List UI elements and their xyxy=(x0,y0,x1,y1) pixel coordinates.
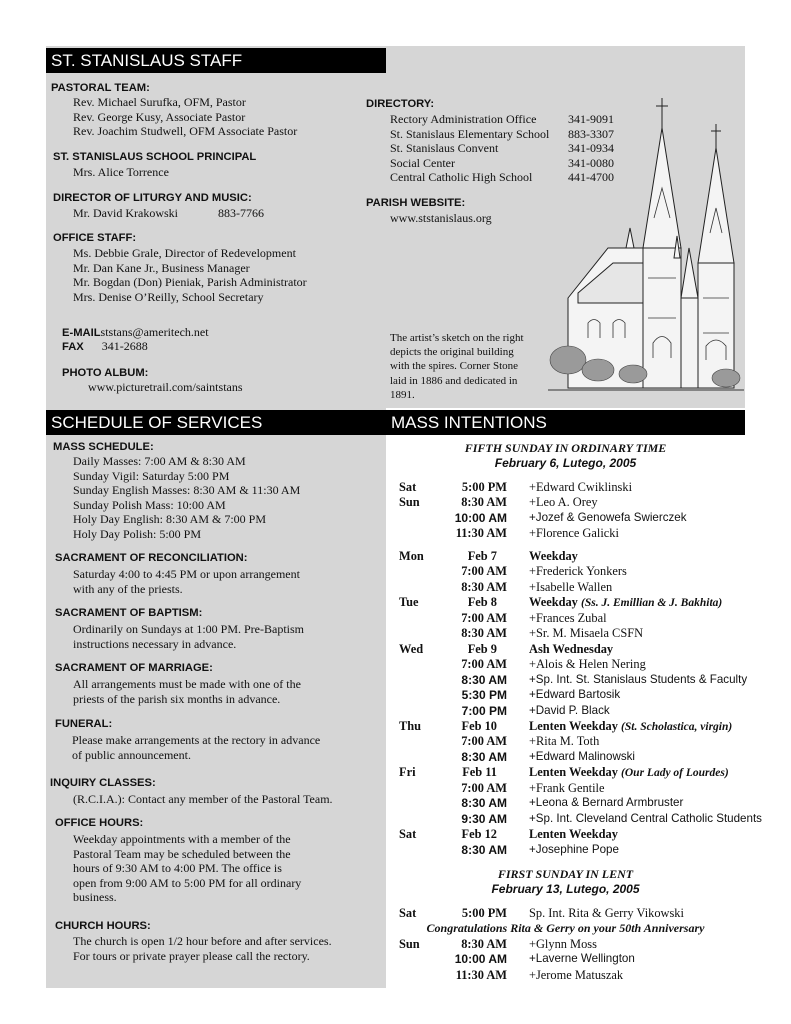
intention-text: Sp. Int. Rita & Gerry Vikowski xyxy=(529,906,684,920)
directory-entry: Social Center 341-0080 xyxy=(390,155,614,170)
intention-time: 8:30 AM xyxy=(461,842,507,857)
liturgy-phone: 883-7766 xyxy=(218,206,264,220)
week1-date: February 6, Lutego, 2005 xyxy=(494,456,637,470)
intention-time: 8:30 AM xyxy=(461,495,507,510)
intention-time: Feb 11 xyxy=(462,765,497,780)
reconciliation-text: Saturday 4:00 to 4:45 PM or upon arrangement with any of the priests. xyxy=(73,567,300,596)
intention-heading xyxy=(529,595,722,610)
website-title: PARISH WEBSITE: xyxy=(366,197,466,209)
intention-time: 10:00 AM xyxy=(454,952,507,967)
intention-heading xyxy=(529,765,729,780)
intention-day: Wed xyxy=(399,641,424,656)
intention-time: Feb 12 xyxy=(461,827,497,842)
intention-day: Tue xyxy=(399,595,419,610)
intention-time: Feb 9 xyxy=(467,641,497,656)
liturgy-title: DIRECTOR OF LITURGY AND MUSIC: xyxy=(53,192,252,204)
feast-note: (St. Scholastica, virgin) xyxy=(621,720,733,733)
directory-entry: Rectory Administration Office 341-9091 xyxy=(390,112,614,126)
intention-text: +Leona & Bernard Armbruster xyxy=(529,796,684,810)
intention-text: +Jerome Matuszak xyxy=(529,967,624,982)
intention-time: 8:30 AM xyxy=(461,672,507,687)
intention-text: Weekday xyxy=(529,549,578,563)
intention-text: Lenten Weekday xyxy=(529,718,618,733)
staff-header: ST. STANISLAUS STAFF xyxy=(46,48,386,73)
intention-text: +Edward Cwiklinski xyxy=(529,480,633,494)
email-address[interactable]: ststans@ameritech.net xyxy=(100,325,209,339)
intention-time: 9:30 AM xyxy=(461,811,507,826)
intention-time: Feb 7 xyxy=(467,549,497,563)
intention-text: +Frederick Yonkers xyxy=(529,564,627,579)
intention-time: 7:00 AM xyxy=(461,564,507,579)
mass-schedule-list: Daily Masses: 7:00 AM & 8:30 AM Sunday Vigil: Saturday 5:00 PM Sunday English Masses: 8:30 AM & 11:30 AM Sunday Polish Mass: 10:00 AM Holy Day English: 8:30 AM & 7:00 PM Holy Day Polish: 5:00 PM xyxy=(73,454,301,541)
intention-time: 11:30 AM xyxy=(455,967,507,982)
office-hours-title: OFFICE HOURS: xyxy=(55,817,144,829)
intention-day: Sat xyxy=(399,480,417,494)
marriage-title: SACRAMENT OF MARRIAGE: xyxy=(55,662,213,674)
intention-time: 5:00 PM xyxy=(461,906,507,920)
funeral-title: FUNERAL: xyxy=(55,718,113,730)
schedule-header: SCHEDULE OF SERVICES xyxy=(46,410,386,435)
intention-time: 10:00 AM xyxy=(454,510,507,525)
intention-day: Sat xyxy=(399,906,417,920)
intention-time: 8:30 AM xyxy=(461,626,507,641)
funeral-text: Please make arrangements at the rectory in advance of public announcement. xyxy=(72,733,321,762)
intention-text: Weekday xyxy=(529,595,578,610)
feast-note: (Our Lady of Lourdes) xyxy=(621,767,729,780)
intention-time: 5:00 PM xyxy=(461,480,507,494)
intention-text: +Sp. Int. St. Stanislaus Students & Faculty xyxy=(529,672,748,686)
intention-text: Ash Wednesday xyxy=(529,641,614,656)
pastoral-team-title: PASTORAL TEAM: xyxy=(51,82,150,94)
intention-text: +Sr. M. Misaela CSFN xyxy=(529,626,644,641)
baptism-title: SACRAMENT OF BAPTISM: xyxy=(55,607,203,619)
intention-day: Sun xyxy=(399,937,420,951)
directory-entry: St. Stanislaus Convent 341-0934 xyxy=(390,141,614,155)
intention-day: Sat xyxy=(399,827,417,842)
website-url[interactable]: www.ststanislaus.org xyxy=(390,211,492,225)
reconciliation-title: SACRAMENT OF RECONCILIATION: xyxy=(55,552,248,564)
intention-text: +Alois & Helen Nering xyxy=(529,657,646,672)
intention-day: Sun xyxy=(399,495,420,510)
intention-text: +Josephine Pope xyxy=(529,842,619,856)
church-hours-title: CHURCH HOURS: xyxy=(55,920,151,932)
mass-intentions-header: MASS INTENTIONS xyxy=(386,410,745,435)
principal-title: ST. STANISLAUS SCHOOL PRINCIPAL xyxy=(53,151,257,163)
intention-time: 7:00 AM xyxy=(461,610,507,625)
directory-entry: Central Catholic High School 441-4700 xyxy=(390,170,614,184)
sketch-caption: The artist’s sketch on the right depicts the original building with the spires. Corner Stone laid in 1886 and dedicated in 1891. xyxy=(390,332,524,401)
intention-text: +Florence Galicki xyxy=(529,526,619,541)
photo-album-url[interactable]: www.picturetrail.com/saintstans xyxy=(88,380,243,394)
intention-time: 7:00 AM xyxy=(461,734,507,749)
feast-note: (Ss. J. Emillian & J. Bakhita) xyxy=(581,597,723,610)
intention-text: +Rita M. Toth xyxy=(529,734,600,749)
fax-label: FAX xyxy=(62,341,84,353)
photo-album-title: PHOTO ALBUM: xyxy=(62,367,149,379)
marriage-text: All arrangements must be made with one of the priests of the parish six months in advance. xyxy=(73,677,301,706)
intention-time: 8:30 AM xyxy=(461,796,507,811)
intention-text: +Laverne Wellington xyxy=(529,952,635,966)
intention-text: +Sp. Int. Cleveland Central Catholic Students xyxy=(529,811,762,825)
pastoral-team-list: Rev. Michael Surufka, OFM, Pastor Rev. George Kusy, Associate Pastor Rev. Joachim Studwell, OFM Associate Pastor xyxy=(73,95,298,138)
anniversary-note: Congratulations Rita & Gerry on your 50th Anniversary xyxy=(426,921,705,935)
intention-text: +Frank Gentile xyxy=(529,780,605,795)
intention-time: 5:30 PM xyxy=(461,688,507,703)
intention-text: +Isabelle Wallen xyxy=(529,579,613,594)
intention-time: 11:30 AM xyxy=(455,526,507,541)
principal-name: Mrs. Alice Torrence xyxy=(73,165,169,179)
fax-number: 341-2688 xyxy=(101,339,148,353)
fax-line xyxy=(62,337,148,355)
intention-time: Feb 8 xyxy=(467,595,497,610)
inquiry-text: (R.C.I.A.): Contact any member of the Pastoral Team. xyxy=(73,792,333,806)
week2-title: FIRST SUNDAY IN LENT xyxy=(497,867,634,881)
email-label: E-MAIL xyxy=(62,327,101,339)
directory-entry: St. Stanislaus Elementary School 883-3307 xyxy=(390,126,614,141)
intention-text: +Jozef & Genowefa Swierczek xyxy=(529,510,687,524)
intention-day: Fri xyxy=(399,765,416,780)
intention-time: 8:30 AM xyxy=(461,937,507,951)
mass-schedule-title: MASS SCHEDULE: xyxy=(53,441,154,453)
baptism-text: Ordinarily on Sundays at 1:00 PM. Pre-Baptism instructions necessary in advance. xyxy=(73,622,304,651)
week2-date: February 13, Lutego, 2005 xyxy=(491,882,640,896)
week1-title: FIFTH SUNDAY IN ORDINARY TIME xyxy=(464,441,667,455)
church-hours-text: The church is open 1/2 hour before and after services. For tours or private prayer please call the rectory. xyxy=(73,934,332,963)
intention-time: Feb 10 xyxy=(461,718,497,733)
liturgy-name: Mr. David Krakowski xyxy=(73,206,178,220)
intention-day: Thu xyxy=(399,718,422,733)
intention-time: 8:30 AM xyxy=(461,749,507,764)
inquiry-title: INQUIRY CLASSES: xyxy=(50,777,156,789)
intention-time: 7:00 AM xyxy=(461,780,507,795)
intention-text: +Edward Bartosik xyxy=(529,688,621,702)
intention-day: Mon xyxy=(399,549,424,563)
intention-heading xyxy=(529,719,732,734)
intention-text: Lenten Weekday xyxy=(529,827,618,842)
intention-text: +Frances Zubal xyxy=(529,610,607,625)
intention-text: +Leo A. Orey xyxy=(529,495,598,510)
intention-text: +Glynn Moss xyxy=(529,937,597,951)
office-staff-list: Ms. Debbie Grale, Director of Redevelopment Mr. Dan Kane Jr., Business Manager Mr. Bogdan (Don) Pieniak, Parish Administrator Mrs. Denise O’Reilly, School Secretary xyxy=(73,246,307,304)
intention-text: +Edward Malinowski xyxy=(529,749,635,763)
office-hours-text: Weekday appointments with a member of the Pastoral Team may be scheduled between the hours of 9:30 AM to 4:00 PM. The office is open from 9:00 AM to 5:00 PM for all ordinary business. xyxy=(73,832,302,904)
directory-title: DIRECTORY: xyxy=(366,98,435,110)
intention-text: +David P. Black xyxy=(529,703,610,717)
intention-time: 8:30 AM xyxy=(461,579,507,594)
intention-time: 7:00 PM xyxy=(461,703,507,718)
office-staff-title: OFFICE STAFF: xyxy=(53,232,137,244)
intention-time: 7:00 AM xyxy=(461,657,507,672)
intention-text: Lenten Weekday xyxy=(529,765,618,780)
